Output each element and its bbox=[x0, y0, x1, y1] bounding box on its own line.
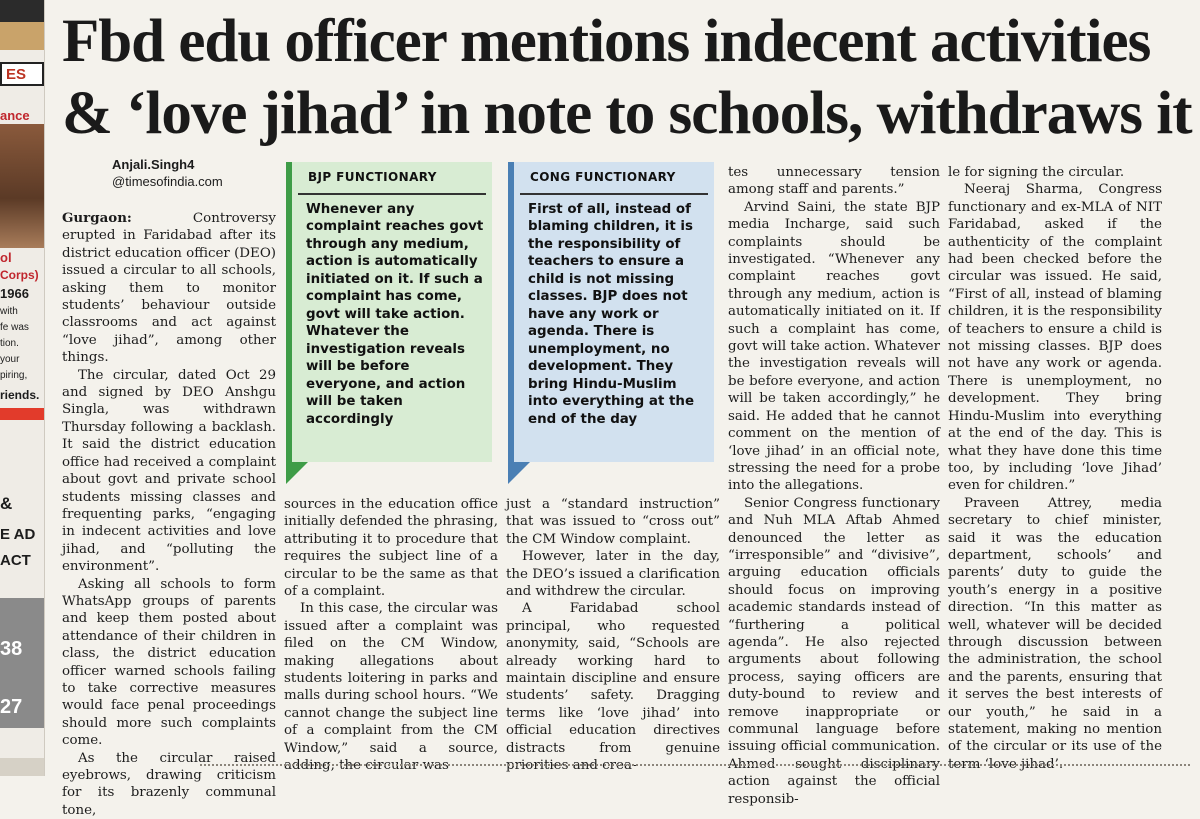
strip-fragment: E AD bbox=[0, 526, 36, 543]
quote-text: First of all, instead of blaming children, it is the responsibility of teachers to ensure a child is not missing classes. BJP does not have any work or agenda. There is unemployment, no development. They bring Hindu-Muslim into everything at the end of the day bbox=[528, 201, 695, 427]
article-paragraph: tes unnecessary tension among staff and parents.” bbox=[728, 165, 940, 198]
article-paragraph: just a “standard instruction” that was issued to “cross out” the CM Window complaint. bbox=[506, 497, 720, 547]
strip-fragment: tion. bbox=[0, 338, 19, 349]
article-paragraph: A Faridabad school principal, who requested anonymity, said, “Schools are already working hard to maintain discipline and ensure students’ safety. Dragging terms like ‘love jihad’ into official education directives distracts from genuine priorities and crea- bbox=[506, 601, 720, 774]
strip-fragment: ol bbox=[0, 250, 12, 265]
adjacent-page-strip bbox=[0, 0, 45, 776]
article-paragraph: Neeraj Sharma, Congress functionary and ex-MLA of NIT Faridabad, asked if the authenticity of the complaint had been checked before the circular was issued. He said, “First of all, instead of blaming children, it is the responsibility of teachers to ensure a child is not missing classes. BJP does not have any work or agenda. There is unemployment, no development. They bring Hindu-Muslim into everything at the end of the day. This is what they have done this time too, by including ‘love Jihad’ even for children.” bbox=[948, 182, 1162, 494]
cong-quote-box bbox=[508, 162, 714, 462]
article-paragraph: Praveen Attrey, media secretary to chief minister, said it was the education department, schools’ and parents’ duty to guide the youth’s energy in a positive direction. “In this matter as well, whatever will be decided through discussion between the administration, the school and the parents, ensuring that it serves the best interests of our youth,” he said in a statement, making no mention of the circular or its use of the term ‘love jihad’. bbox=[948, 495, 1162, 772]
strip-fragment: 27 bbox=[0, 696, 23, 718]
strip-gold-band bbox=[0, 22, 44, 50]
strip-grey-box bbox=[0, 598, 44, 728]
article-column-5 bbox=[948, 164, 1162, 773]
dotted-separator bbox=[200, 764, 1190, 766]
article-column-3 bbox=[506, 496, 720, 775]
quote-text: Whenever any complaint reaches govt through any medium, action is automatically initiated on it. If such a complaint has come, govt will take action. Whatever the investigation reveals will be before everyone, and action will be taken accordingly bbox=[306, 201, 484, 427]
paragraph-text: Controversy erupted in Faridabad after its district education officer (DEO) issued a circular to all schools, asking them to monitor students’ behaviour outside classrooms and act against “love jihad”, among other things. bbox=[62, 211, 277, 366]
article-paragraph: However, later in the day, the DEO’s issued a clarification and withdrew the circular. bbox=[506, 549, 720, 600]
article-column-2 bbox=[284, 496, 498, 775]
byline-author: Anjali.Singh4 bbox=[112, 157, 195, 172]
quote-pointer bbox=[286, 462, 308, 484]
article-paragraph: Senior Congress functionary and Nuh MLA Aftab Ahmed denounced the letter as “irresponsible” and “divisive”, arguing education officials should focus on improving academic standards instead of “furthering a political agenda”. He also rejected arguments about following process, saying officers are duty-bound to review and remove inappropriate or communal language before issuing official communication. Ahmed sought disciplinary action against the official responsib- bbox=[728, 495, 940, 807]
strip-fragment: fe was bbox=[0, 322, 29, 333]
headline-line-1: Fbd edu officer mentions indecent activities bbox=[62, 8, 1151, 75]
dateline: Gurgaon: bbox=[62, 210, 132, 226]
article-paragraph: As the circular raised eyebrows, drawing criticism for its brazenly communal tone, bbox=[62, 750, 276, 818]
article-paragraph bbox=[62, 210, 276, 367]
strip-fragment: ACT bbox=[0, 552, 31, 569]
strip-red-band bbox=[0, 408, 44, 420]
article-headline bbox=[62, 6, 1192, 150]
strip-fragment: ance bbox=[0, 108, 30, 123]
article-paragraph: In this case, the circular was issued after a complaint was filed on the CM Window, making allegations about students loitering in parks and malls during school hours. “We cannot change the subject line of a complaint from the CM Window,” said a source, adding, the circular was bbox=[284, 601, 498, 774]
strip-photo bbox=[0, 124, 44, 248]
bjp-quote-box bbox=[286, 162, 492, 462]
strip-fragment: Corps) bbox=[0, 268, 39, 282]
strip-fragment: & bbox=[0, 494, 13, 513]
article-paragraph: The circular, dated Oct 29 and signed by DEO Anshgu Singla, was withdrawn Thursday following a backlash. It said the district education office had received a complaint about govt and private school students missing classes and frequenting parks, “engaging in indecent activities and love jihad, and “polluting the environment”. bbox=[62, 367, 276, 575]
strip-fragment: 38 bbox=[0, 638, 23, 660]
strip-fragment: piring, bbox=[0, 370, 28, 381]
strip-fragment: your bbox=[0, 354, 20, 365]
byline-handle: @timesofindia.com bbox=[112, 174, 223, 189]
article-column-4 bbox=[728, 164, 940, 808]
article-paragraph: sources in the education office initially defended the phrasing, attributing it to procedure that requires the subject line of a circular to be the same as that of a complaint. bbox=[284, 497, 498, 600]
strip-fragment: with bbox=[0, 306, 18, 317]
strip-dark-band bbox=[0, 0, 44, 22]
strip-box bbox=[0, 62, 44, 86]
byline bbox=[112, 156, 223, 190]
strip-fragment: ES bbox=[6, 66, 27, 83]
article-column-1 bbox=[62, 210, 276, 819]
headline-line-2: & ‘love jihad’ in note to schools, withdraws it bbox=[62, 80, 1192, 147]
article-paragraph: Asking all schools to form WhatsApp groups of parents and keep them posted about attendance of their children in class, the district education officer warned schools failing to take corrective measures would face penal proceedings should more such complaints come. bbox=[62, 576, 276, 749]
quote-heading: BJP FUNCTIONARY bbox=[298, 162, 486, 195]
quote-heading: CONG FUNCTIONARY bbox=[520, 162, 708, 195]
quote-pointer bbox=[508, 462, 530, 484]
article-paragraph: Arvind Saini, the state BJP media Incharge, said such complaints should be investigated. “Whenever any complaint reaches govt through any medium, action is automatically initiated on it. If such a complaint has come, govt will take action. Whatever the investigation reveals will be before everyone, and action will be taken accordingly,” he said. He added that he cannot comment on the mention of ‘love jihad’ in an official note, stressing the need for a probe into the allegations. bbox=[728, 199, 940, 494]
strip-fragment: riends. bbox=[0, 388, 40, 402]
strip-footer-band bbox=[0, 758, 44, 776]
article-paragraph: le for signing the circular. bbox=[948, 165, 1125, 180]
strip-fragment: 1966 bbox=[0, 286, 29, 301]
